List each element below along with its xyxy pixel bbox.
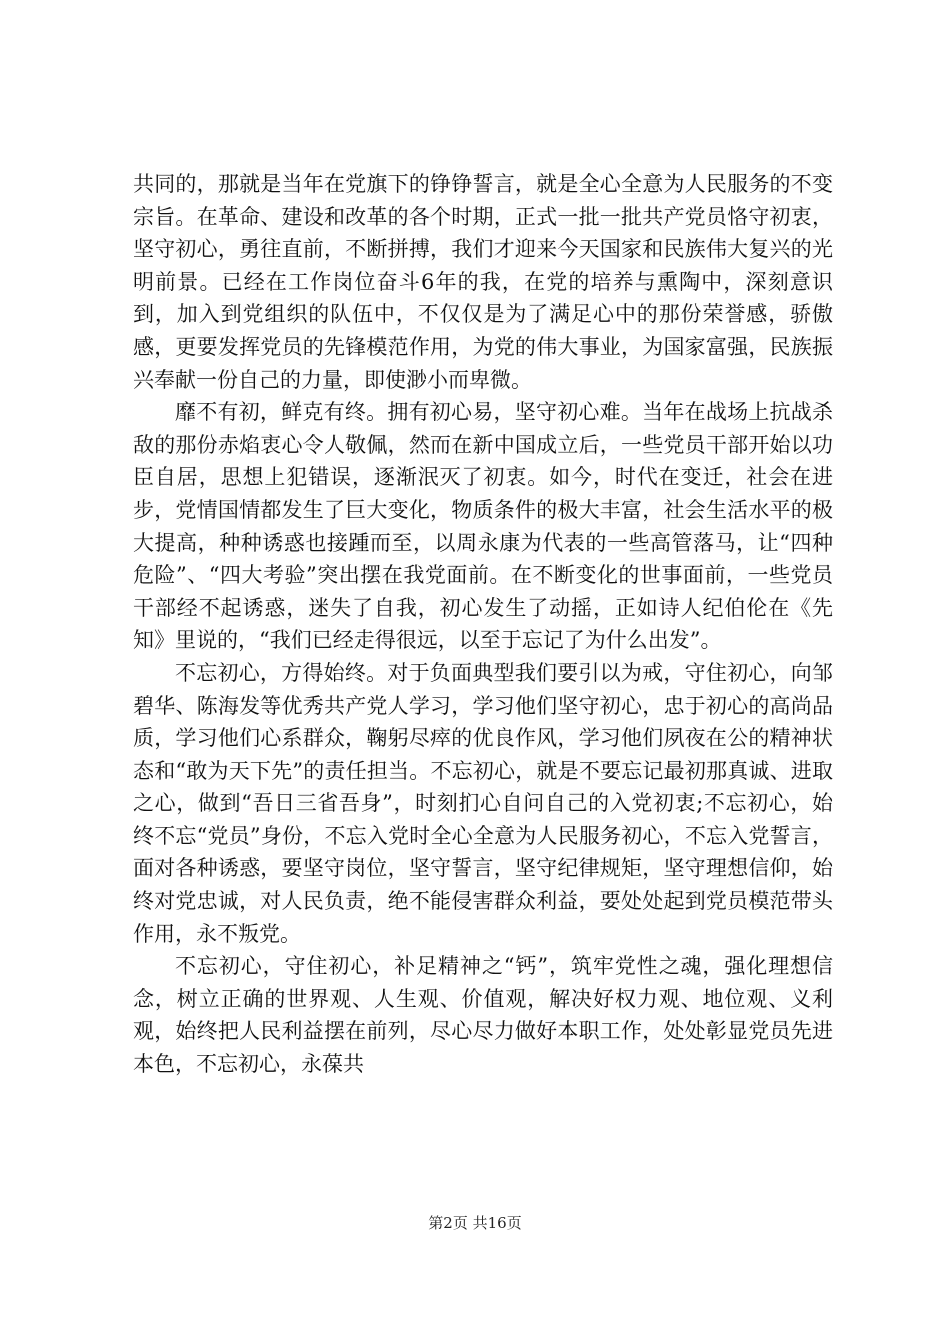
paragraph-4: 不忘初心，守住初心，补足精神之“钙”，筑牢党性之魂，强化理想信念，树立正确的世界观、人生观、价值观，解决好权力观、地位观、义利观，始终把人民利益摆在前列，尽心尽力做好本职工作，处处彰显党员先进本色，不忘初心，永葆共 [133,954,833,1077]
page-number-footer: 第2页 共16页 [428,1214,522,1232]
paragraph-3: 不忘初心，方得始终。对于负面典型我们要引以为戒，守住初心，向邹碧华、陈海发等优秀共产党人学习，学习他们坚守初心，忠于初心的高尚品质，学习他们心系群众，鞠躬尽瘁的优良作风，学习他们夙夜在公的精神状态和“敢为天下先”的责任担当。不忘初心，就是不要忘记最初那真诚、进取之心，做到“吾日三省吾身”，时刻扪心自问自己的入党初衷;不忘初心，始终不忘“党员”身份，不忘入党时全心全意为人民服务初心，不忘入党誓言，面对各种诱惑，要坚守岗位，坚守誓言，坚守纪律规矩，坚守理想信仰，始终对党忠诚，对人民负责，绝不能侵害群众利益，要处处起到党员模范带头作用，永不叛党。 [133,660,833,946]
paragraph-2: 靡不有初，鲜克有终。拥有初心易，坚守初心难。当年在战场上抗战杀敌的那份赤焰衷心令人敬佩，然而在新中国成立后，一些党员干部开始以功臣自居，思想上犯错误，逐渐泯灭了初衷。如今，时代在变迁，社会在进步，党情国情都发生了巨大变化，物质条件的极大丰富，社会生活水平的极大提高，种种诱惑也接踵而至，以周永康为代表的一些高管落马，让“四种危险”、“四大考验”突出摆在我党面前。在不断变化的世事面前，一些党员干部经不起诱惑，迷失了自我，初心发生了动摇，正如诗人纪伯伦在《先知》里说的，“我们已经走得很远，以至于忘记了为什么出发”。 [133,400,833,653]
paragraph-1: 共同的，那就是当年在党旗下的铮铮誓言，就是全心全意为人民服务的不变宗旨。在革命、建设和改革的各个时期，正式一批一批共产党员恪守初衷，坚守初心，勇往直前，不断拼搏，我们才迎来今天国家和民族伟大复兴的光明前景。已经在工作岗位奋斗6年的我，在党的培养与熏陶中，深刻意识到，加入到党组织的队伍中，不仅仅是为了满足心中的那份荣誉感，骄傲感，更要发挥党员的先锋模范作用，为党的伟大事业，为国家富强，民族振兴奉献一份自己的力量，即使渺小而卑微。 [133,172,833,392]
document-body [133,168,833,1081]
